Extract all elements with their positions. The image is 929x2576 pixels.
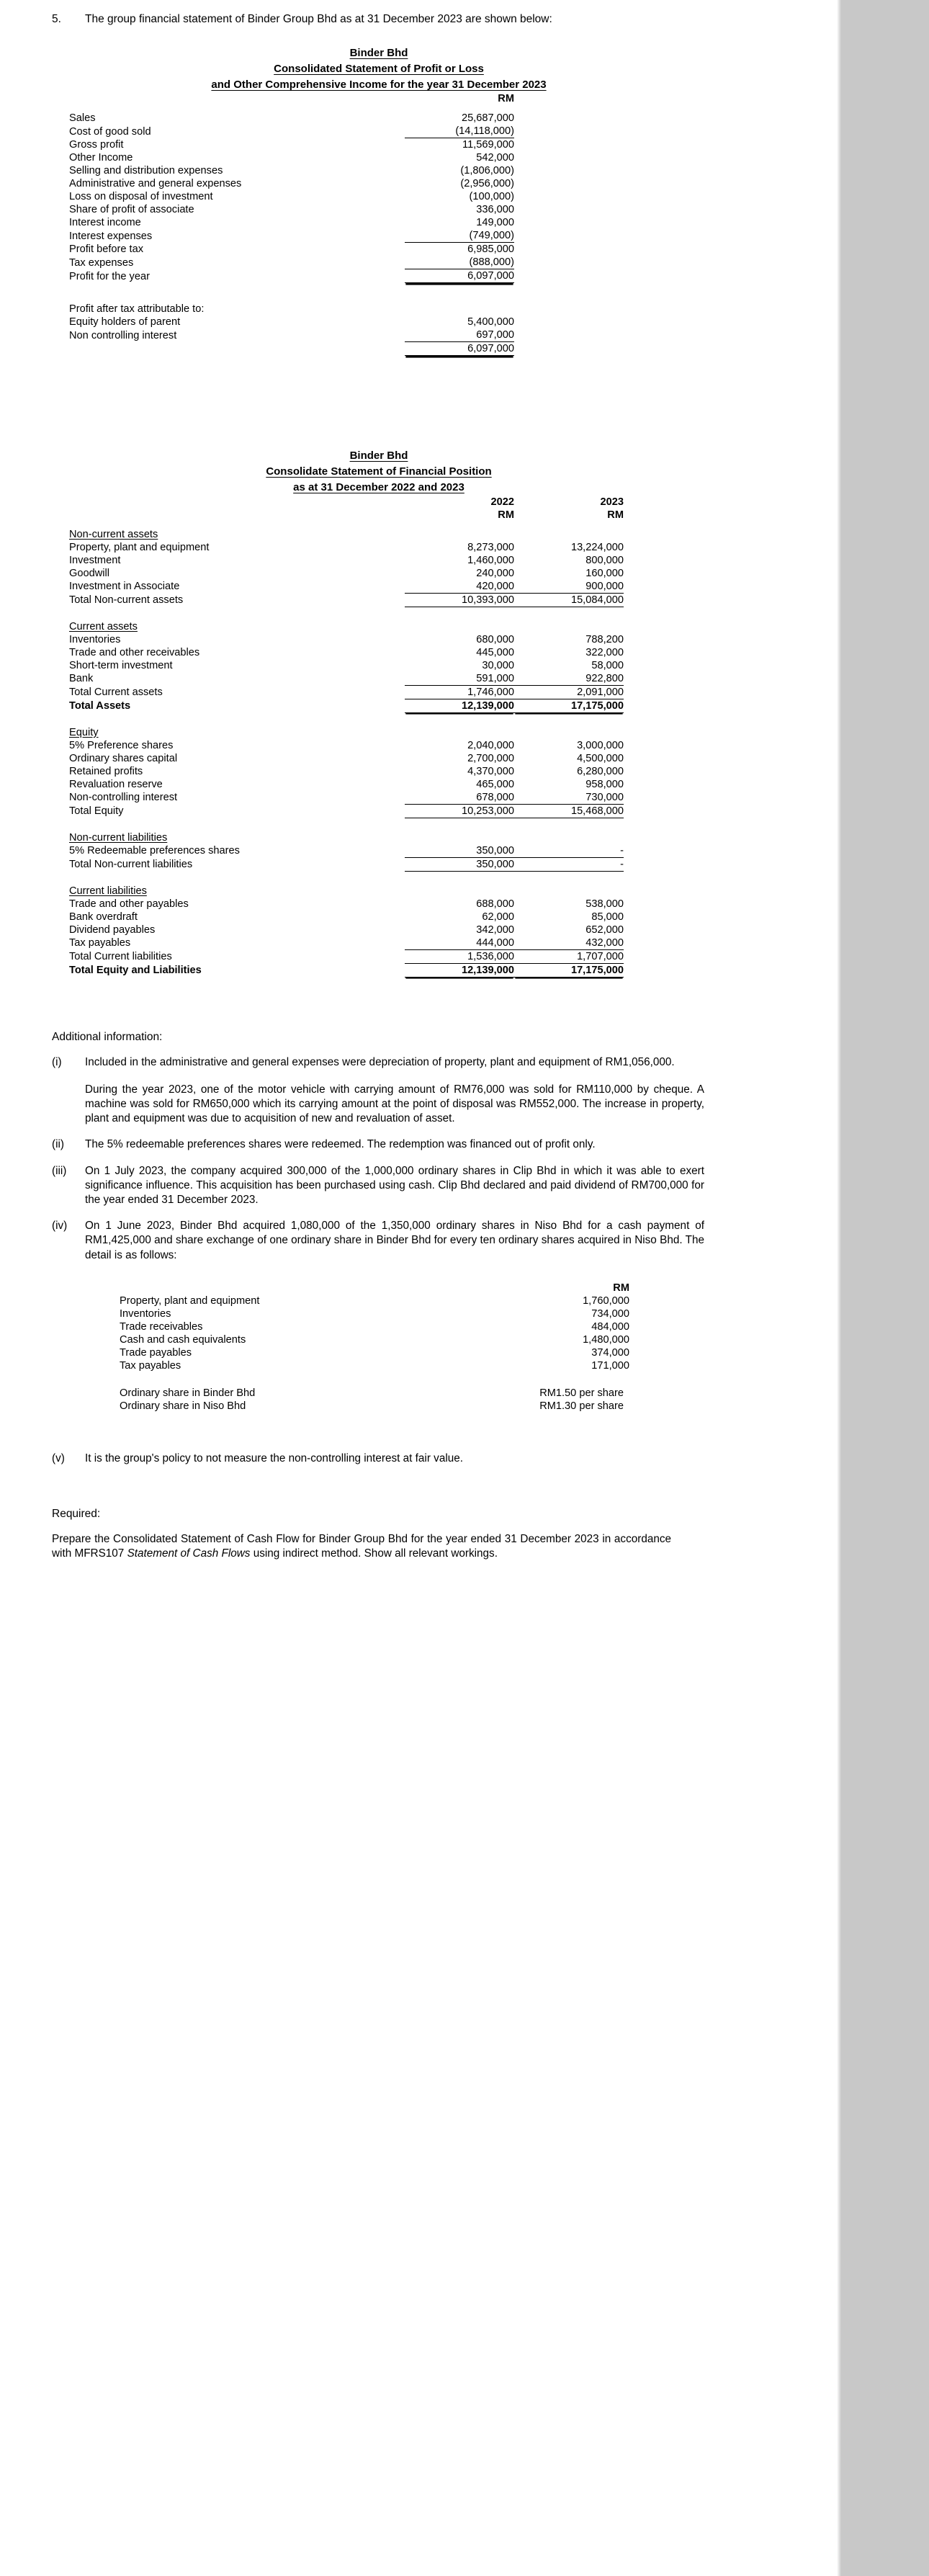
table-row (69, 752, 624, 765)
row-label: Non-controlling interest (69, 792, 178, 804)
row-label: Trade and other payables (69, 898, 189, 910)
table-row (69, 963, 624, 977)
row-value-2022: 2,040,000 (467, 739, 514, 751)
income-statement-title-line1: Consolidated Statement of Profit or Loss (274, 62, 484, 75)
row-label: 5% Preference shares (69, 739, 174, 751)
income-statement-table (69, 92, 514, 356)
balance-sheet-heading (69, 448, 688, 495)
row-label: Total Current liabilities (69, 951, 172, 963)
table-row (69, 857, 624, 871)
table-row (69, 672, 624, 686)
required-standard-name: Statement of Cash Flows (127, 1547, 251, 1560)
row-value: (888,000) (405, 256, 514, 269)
row-value: 6,097,000 (405, 269, 514, 283)
row-label: Gross profit (69, 139, 124, 151)
table-row (69, 303, 514, 316)
table-row (69, 804, 624, 818)
row-label: Ordinary share in Niso Bhd (120, 1400, 246, 1412)
note-marker: (iii) (52, 1164, 67, 1177)
row-label: Cost of good sold (69, 125, 151, 138)
table-row (69, 151, 514, 164)
row-label: Revaluation reserve (69, 778, 163, 790)
row-label: Profit for the year (69, 270, 150, 282)
row-value: RM1.30 per share (539, 1400, 624, 1412)
table-row (69, 580, 624, 594)
col-year-2022: 2022 (490, 496, 514, 508)
acquisition-currency-header: RM (613, 1282, 629, 1294)
section-heading: Equity (69, 726, 99, 738)
row-value: 5,400,000 (467, 316, 514, 328)
row-value-2023: 3,000,000 (577, 739, 624, 751)
table-row (69, 699, 624, 712)
required-heading: Required: (52, 1507, 101, 1520)
additional-information-heading: Additional information: (52, 1030, 163, 1043)
table-row (69, 949, 624, 963)
table-row (69, 898, 624, 911)
row-value-2022: 1,536,000 (405, 949, 514, 963)
row-label: Trade payables (120, 1346, 192, 1359)
note-iii (0, 1153, 835, 1208)
acquisition-currency-row (120, 1282, 629, 1294)
row-value-2022: 12,139,000 (405, 699, 514, 712)
row-value-2023: 922,800 (514, 672, 624, 686)
row-value-2023: 800,000 (585, 554, 624, 566)
balance-sheet-title-line1: Consolidate Statement of Financial Position (266, 465, 492, 478)
row-label: Cash and cash equivalents (120, 1333, 246, 1346)
row-label: Bank (69, 673, 94, 685)
balance-sheet-company: Binder Bhd (349, 450, 408, 462)
row-value-2023: - (514, 857, 624, 871)
note-paragraph: Included in the administrative and general expenses were depreciation of property, plant and equipment of RM1,056,000. (85, 1055, 675, 1068)
row-value: 734,000 (591, 1307, 629, 1320)
row-label: Trade receivables (120, 1320, 203, 1333)
row-label: Total Assets (69, 700, 131, 712)
row-label: Investment in Associate (69, 581, 180, 593)
table-row (69, 342, 514, 356)
row-value-2023: 4,500,000 (577, 752, 624, 764)
row-label: Other Income (69, 152, 133, 164)
row-value-2023: 900,000 (514, 580, 624, 594)
table-row (69, 685, 624, 699)
income-statement-title-line2: and Other Comprehensive Income for the year 31 December 2023 (211, 78, 547, 91)
row-value-2022: 1,460,000 (467, 554, 514, 566)
acquisition-detail-table (120, 1282, 629, 1413)
row-value: 171,000 (591, 1359, 629, 1372)
row-value-2022: 1,746,000 (405, 685, 514, 699)
row-label: Bank overdraft (69, 911, 138, 923)
row-value: (1,806,000) (460, 165, 514, 177)
row-value-2023: 6,280,000 (577, 765, 624, 777)
row-value: 484,000 (591, 1320, 629, 1333)
table-row (69, 177, 514, 190)
table-row (120, 1320, 629, 1333)
row-value-2023: 15,468,000 (514, 804, 624, 818)
row-value-2022: 680,000 (476, 633, 514, 645)
row-value: (749,000) (405, 229, 514, 243)
row-value-2023: 2,091,000 (514, 685, 624, 699)
row-value: 374,000 (591, 1346, 629, 1359)
table-row (69, 923, 624, 936)
note-i (0, 1044, 835, 1127)
required-text (52, 1532, 671, 1561)
row-value: (2,956,000) (460, 178, 514, 190)
row-value-2023: 730,000 (514, 791, 624, 805)
row-value-2023: 58,000 (591, 659, 624, 671)
row-value-2023: - (514, 844, 624, 858)
income-statement-heading (69, 45, 688, 92)
row-label: Share of profit of associate (69, 204, 194, 216)
row-label: Ordinary shares capital (69, 752, 178, 764)
table-row (69, 646, 624, 659)
row-value-2023: 538,000 (585, 898, 624, 910)
table-row (69, 778, 624, 791)
table-row (69, 633, 624, 646)
table-row (69, 936, 624, 950)
row-value: 149,000 (476, 217, 514, 229)
row-value-2022: 445,000 (476, 646, 514, 658)
row-value: 6,985,000 (467, 243, 514, 256)
section-heading-row (69, 726, 624, 739)
section-heading: Current liabilities (69, 885, 147, 897)
table-row (69, 567, 624, 580)
row-label: Short-term investment (69, 659, 173, 671)
row-value-2022: 678,000 (405, 791, 514, 805)
row-value-2022: 62,000 (482, 911, 514, 923)
row-value: 1,760,000 (583, 1294, 629, 1307)
row-value-2022: 10,393,000 (405, 593, 514, 607)
question-intro-text: The group financial statement of Binder Group Bhd as at 31 December 2023 are shown below: (85, 13, 552, 25)
row-value-2022: 10,253,000 (405, 804, 514, 818)
row-label: Trade and other receivables (69, 646, 200, 658)
note-paragraph: On 1 June 2023, Binder Bhd acquired 1,080,000 of the 1,350,000 ordinary shares in Niso Bhd for a cash payment of RM1,425,000 and share exchange of one ordinary share in Binder Bhd for every ten ordinary shares acquired in Niso Bhd. The detail is as follows: (85, 1220, 704, 1261)
note-paragraph: The 5% redeemable preferences shares were redeemed. The redemption was financed out of profit only. (85, 1138, 596, 1151)
row-label: Administrative and general expenses (69, 178, 242, 190)
income-statement-currency-row (69, 92, 514, 105)
table-row (69, 316, 514, 328)
table-row (69, 229, 514, 243)
note-paragraph: On 1 July 2023, the company acquired 300,000 of the 1,000,000 ordinary shares in Clip Bhd in which it was able to exert significance influence. This acquisition has been purchased using cash. Clip Bhd declared and paid dividend of RM700,000 for the year ended 31 December 2023. (85, 1164, 704, 1206)
required-text-part1: Prepare the Consolidated Statement of Cash Flow for Binder Group Bhd for the year ended 31 December 2023 in accordance with MFRS107 (52, 1532, 671, 1560)
row-value: 697,000 (405, 328, 514, 342)
row-label: Inventories (69, 633, 121, 645)
note-marker: (i) (52, 1055, 62, 1068)
row-label: Tax payables (120, 1359, 181, 1372)
row-value-2022: 342,000 (476, 923, 514, 936)
row-value: 1,480,000 (583, 1333, 629, 1346)
section-heading: Non-current liabilities (69, 831, 168, 844)
note-marker: (iv) (52, 1220, 68, 1233)
table-row (69, 541, 624, 554)
row-value-2022: 465,000 (476, 778, 514, 790)
row-value-2022: 8,273,000 (467, 541, 514, 553)
row-label: Tax payables (69, 937, 131, 949)
table-row (69, 190, 514, 203)
row-label: Selling and distribution expenses (69, 165, 223, 177)
row-value-2023: 322,000 (585, 646, 624, 658)
question-number: 5. (52, 13, 61, 25)
attribution-header: Profit after tax attributable to: (69, 303, 205, 316)
row-label: Total Current assets (69, 687, 163, 699)
section-heading: Non-current assets (69, 528, 158, 540)
table-row (69, 203, 514, 216)
row-value-2023: 13,224,000 (570, 541, 624, 553)
row-label: Loss on disposal of investment (69, 191, 213, 203)
row-label: Equity holders of parent (69, 316, 181, 328)
row-value-2022: 591,000 (405, 672, 514, 686)
row-label: Inventories (120, 1307, 171, 1320)
row-value-2023: 15,084,000 (514, 593, 624, 607)
note-v (0, 1440, 835, 1466)
table-row (69, 243, 514, 256)
row-value-2022: 4,370,000 (467, 765, 514, 777)
row-value-2023: 1,707,000 (514, 949, 624, 963)
row-value-2023: 17,175,000 (514, 699, 624, 712)
section-heading-row (69, 831, 624, 844)
row-value-2023: 788,200 (585, 633, 624, 645)
table-row (120, 1387, 629, 1400)
row-label: Goodwill (69, 567, 109, 579)
row-value: 25,687,000 (461, 112, 514, 125)
row-label: Sales (69, 112, 96, 125)
note-ii (0, 1126, 835, 1152)
table-row (69, 256, 514, 269)
row-value-2022: 2,700,000 (467, 752, 514, 764)
row-value-2023: 652,000 (585, 923, 624, 936)
table-row (69, 269, 514, 283)
row-label: Total Non-current assets (69, 594, 184, 607)
row-label: Property, plant and equipment (120, 1294, 260, 1307)
row-value-2022: 420,000 (405, 580, 514, 594)
row-label (69, 342, 379, 356)
table-row (69, 791, 624, 805)
row-value-2022: 444,000 (405, 936, 514, 950)
row-label: Total Non-current liabilities (69, 859, 193, 871)
table-row (69, 138, 514, 152)
row-value: (100,000) (469, 191, 514, 203)
row-label: Profit before tax (69, 243, 144, 256)
table-row (69, 911, 624, 923)
row-label: Non controlling interest (69, 329, 177, 341)
row-label: Total Equity (69, 805, 124, 818)
table-row (69, 125, 514, 138)
row-label: Total Equity and Liabilities (69, 965, 202, 977)
section-heading-row (69, 885, 624, 898)
table-row (69, 739, 624, 752)
row-label: Interest expenses (69, 230, 153, 242)
income-statement-company: Binder Bhd (349, 47, 408, 60)
row-label: Retained profits (69, 765, 143, 777)
note-marker: (v) (52, 1452, 65, 1464)
balance-sheet-year-row (69, 496, 624, 509)
table-row (120, 1307, 629, 1320)
question-intro (0, 0, 835, 27)
table-row (120, 1333, 629, 1346)
table-row (69, 164, 514, 177)
col-year-2023: 2023 (600, 496, 624, 508)
table-row (120, 1359, 629, 1372)
row-label: Investment (69, 554, 121, 566)
row-value-2022: 30,000 (482, 659, 514, 671)
note-paragraph: It is the group's policy to not measure the non-controlling interest at fair value. (85, 1452, 463, 1464)
row-label: Interest income (69, 217, 141, 229)
row-value-2022: 688,000 (476, 898, 514, 910)
row-label: Ordinary share in Binder Bhd (120, 1387, 256, 1399)
balance-sheet-title-line2: as at 31 December 2022 and 2023 (293, 480, 464, 493)
income-statement-currency-header: RM (498, 93, 514, 105)
row-value-2023: 17,175,000 (514, 963, 624, 977)
row-value-2023: 160,000 (585, 567, 624, 579)
balance-sheet-currency-row (69, 509, 624, 522)
row-value-2022: 240,000 (476, 567, 514, 579)
table-row (69, 844, 624, 858)
page-background-margin (841, 0, 929, 2576)
table-row (120, 1400, 629, 1413)
row-label: 5% Redeemable preferences shares (69, 845, 240, 857)
row-value: 542,000 (476, 152, 514, 164)
section-heading: Current assets (69, 620, 138, 632)
note-marker: (ii) (52, 1138, 64, 1151)
required-text-part2: using indirect method. Show all relevant workings. (250, 1547, 498, 1560)
table-row (69, 765, 624, 778)
row-value-2022: 12,139,000 (405, 963, 514, 977)
col-rm-2023: RM (607, 509, 624, 521)
row-value: 11,569,000 (462, 139, 514, 151)
row-value-2023: 958,000 (585, 778, 624, 790)
row-value: 6,097,000 (405, 342, 514, 356)
note-iv (0, 1207, 835, 1263)
row-value-2023: 432,000 (514, 936, 624, 950)
balance-sheet-table (69, 496, 624, 978)
row-value: RM1.50 per share (539, 1387, 624, 1399)
section-heading-row (69, 620, 624, 633)
col-rm-2022: RM (498, 509, 514, 521)
section-heading-row (69, 528, 624, 541)
row-label: Tax expenses (69, 256, 134, 269)
table-row (120, 1294, 629, 1307)
row-label: Dividend payables (69, 923, 156, 936)
row-label: Property, plant and equipment (69, 541, 210, 553)
table-row (69, 112, 514, 125)
row-value-2022: 350,000 (405, 844, 514, 858)
row-value-2022: 350,000 (405, 857, 514, 871)
row-value: (14,118,000) (405, 125, 514, 138)
table-row (69, 554, 624, 567)
row-value-2023: 85,000 (591, 911, 624, 923)
table-row (120, 1346, 629, 1359)
table-row (69, 216, 514, 229)
table-row (69, 328, 514, 342)
table-row (69, 659, 624, 672)
table-row (69, 593, 624, 607)
row-value: 336,000 (476, 204, 514, 216)
note-paragraph: During the year 2023, one of the motor vehicle with carrying amount of RM76,000 was sold for RM110,000 by cheque. A machine was sold for RM650,000 which its carrying amount at the point of disposal was RM552,000. The increase in property, plant and equipment was due to acquisition of new and revaluation of asset. (85, 1083, 704, 1125)
